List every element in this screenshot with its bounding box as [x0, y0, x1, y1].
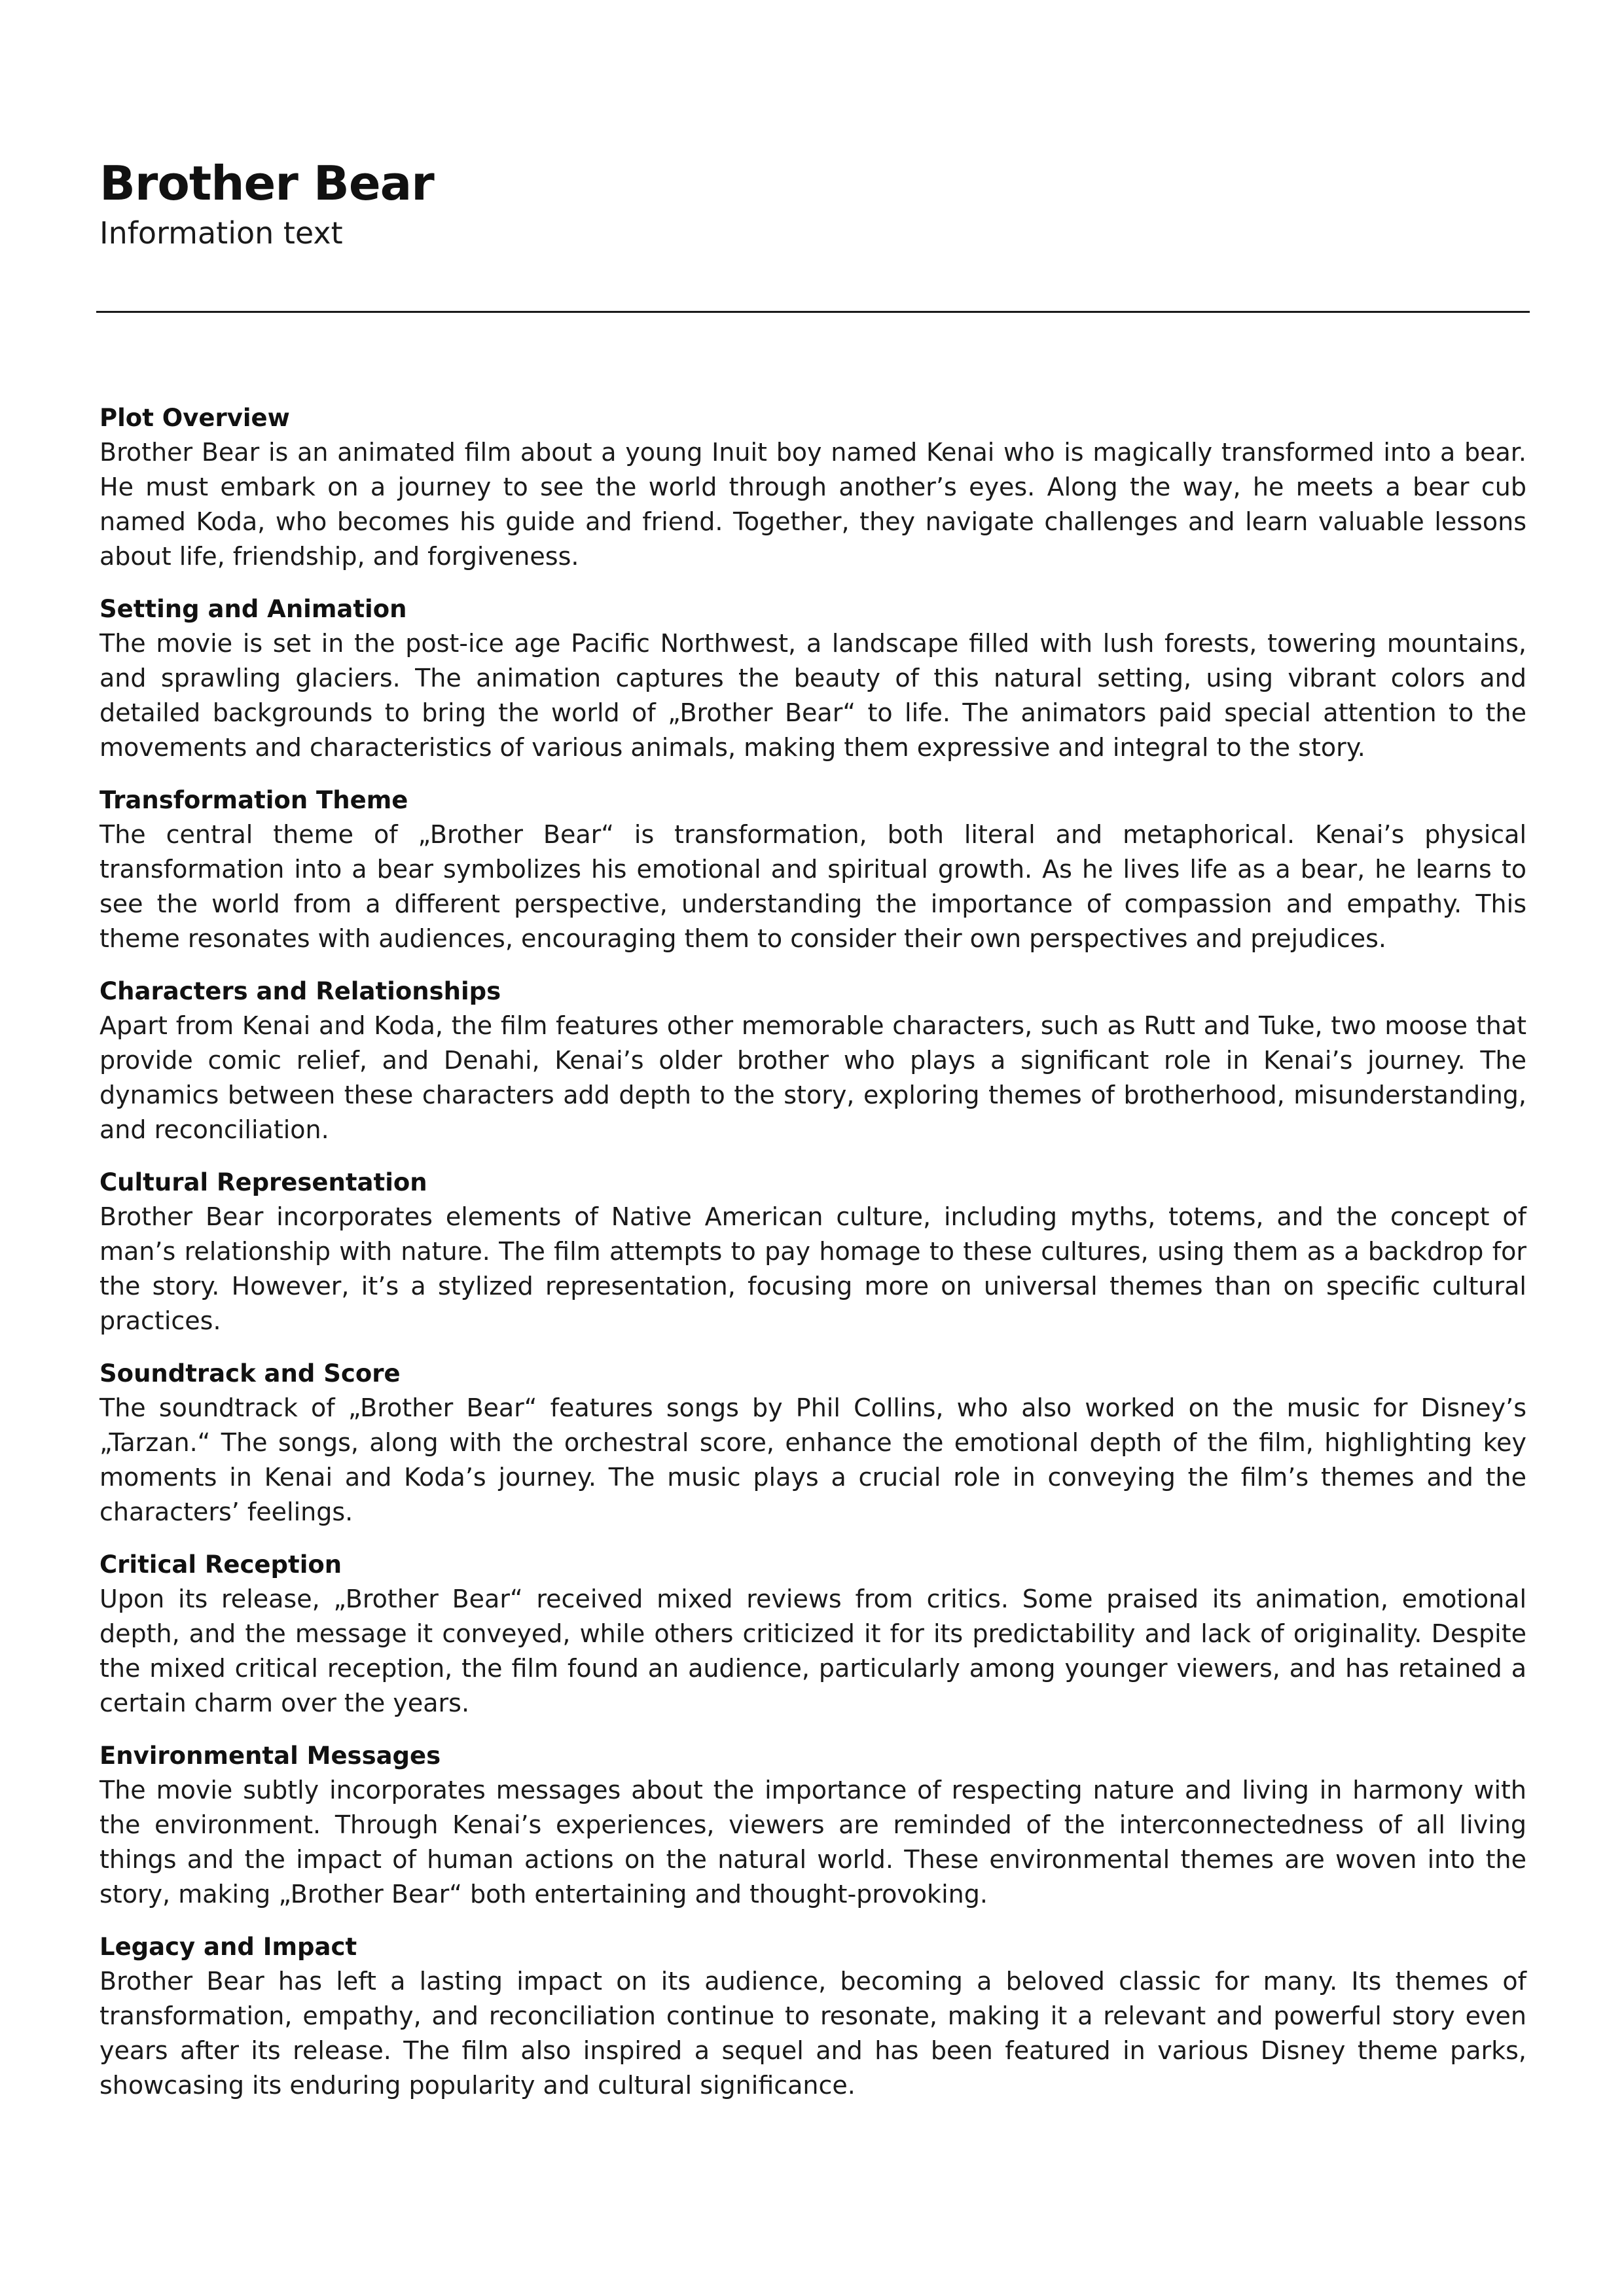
section-paragraph: The central theme of „Brother Bear“ is transformation, both literal and metaphorical. Kenai’s physical transformation into a bear symbolizes his emotional and spiritual growth. As he lives life as a bear, he learns to see the world from a different perspective, understanding the importance of compassion and empathy. This theme resonates with audiences, encouraging them to consider their own perspectives and prejudices.: [99, 820, 1526, 953]
section-cultural-representation: [99, 1165, 1526, 1338]
section-heading: Cultural Representation: [99, 1168, 427, 1196]
section-environmental-messages: [99, 1738, 1526, 1912]
section-paragraph: Upon its release, „Brother Bear“ received mixed reviews from critics. Some praised its animation, emotional depth, and the message it conveyed, while others criticized it for its predictability and lack of originality. Despite the mixed critical reception, the film found an audience, particularly among younger viewers, and has retained a certain charm over the years.: [99, 1585, 1526, 1717]
section-paragraph: The movie is set in the post-ice age Pacific Northwest, a landscape filled with lush forests, towering mountains, and sprawling glaciers. The animation captures the beauty of this natural setting, using vibrant colors and detailed backgrounds to bring the world of „Brother Bear“ to life. The animators paid special attention to the movements and characteristics of various animals, making them expressive and integral to the story.: [99, 629, 1526, 762]
section-plot-overview: [99, 401, 1526, 574]
section-heading: Critical Reception: [99, 1551, 342, 1579]
section-paragraph: Brother Bear incorporates elements of Native American culture, including myths, totems, and the concept of man’s relationship with nature. The film attempts to pay homage to these cultures, using them as a backdrop for the story. However, it’s a stylized representation, focusing more on universal themes than on specific cultural practices.: [99, 1202, 1526, 1335]
section-characters-and-relationships: [99, 974, 1526, 1147]
section-paragraph: Brother Bear is an animated film about a young Inuit boy named Kenai who is magically transformed into a bear. He must embark on a journey to see the world through another’s eyes. Along the way, he meets a bear cub named Koda, who becomes his guide and friend. Together, they navigate challenges and learn valuable lessons about life, friendship, and forgiveness.: [99, 438, 1526, 571]
document-body: [99, 401, 1526, 2121]
section-heading: Plot Overview: [99, 404, 290, 432]
section-heading: Setting and Animation: [99, 595, 407, 623]
section-heading: Environmental Messages: [99, 1742, 441, 1770]
section-legacy-and-impact: [99, 1929, 1526, 2103]
header-divider: [96, 311, 1530, 313]
section-paragraph: The soundtrack of „Brother Bear“ features songs by Phil Collins, who also worked on the music for Disney’s „Tarzan.“ The songs, along with the orchestral score, enhance the emotional depth of the film, highlighting key moments in Kenai and Koda’s journey. The music plays a crucial role in conveying the film’s themes and the characters’ feelings.: [99, 1393, 1526, 1526]
section-heading: Legacy and Impact: [99, 1933, 357, 1961]
section-paragraph: The movie subtly incorporates messages about the importance of respecting nature and living in harmony with the environment. Through Kenai’s experiences, viewers are reminded of the interconnectedness of all living things and the impact of human actions on the natural world. These environmental themes are woven into the story, making „Brother Bear“ both entertaining and thought-provoking.: [99, 1776, 1526, 1909]
document-subtitle: Information text: [99, 215, 343, 251]
section-paragraph: Brother Bear has left a lasting impact on its audience, becoming a beloved classic for many. Its themes of transformation, empathy, and reconciliation continue to resonate, making it a relevant and powerful story even years after its release. The film also inspired a sequel and has been featured in various Disney theme parks, showcasing its enduring popularity and cultural significance.: [99, 1967, 1526, 2100]
section-critical-reception: [99, 1547, 1526, 1721]
document-header: [99, 157, 1526, 251]
document-title: Brother Bear: [99, 156, 434, 211]
section-soundtrack-and-score: [99, 1356, 1526, 1530]
section-setting-and-animation: [99, 592, 1526, 765]
section-heading: Transformation Theme: [99, 786, 408, 814]
section-heading: Characters and Relationships: [99, 977, 501, 1005]
section-heading: Soundtrack and Score: [99, 1359, 401, 1388]
section-transformation-theme: [99, 783, 1526, 956]
section-paragraph: Apart from Kenai and Koda, the film features other memorable characters, such as Rutt and Tuke, two moose that provide comic relief, and Denahi, Kenai’s older brother who plays a significant role in Kenai’s journey. The dynamics between these characters add depth to the story, exploring themes of brotherhood, misunderstanding, and reconciliation.: [99, 1011, 1526, 1144]
